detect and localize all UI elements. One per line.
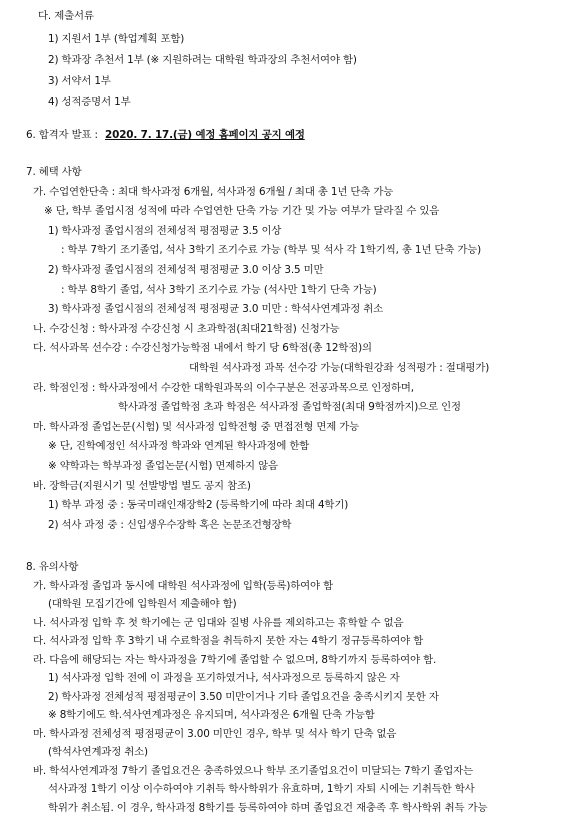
- benefit-scholarship: 바. 장학금(지원시기 및 선발방법 별도 공지 참조): [33, 479, 251, 492]
- note-seventh-cond-2: 2) 학사과정 전체성적 평점평균이 3.50 미만이거나 기타 졸업요건을 충족시키지 못한 자: [48, 690, 439, 703]
- announcement-date: 2020. 7. 17.(금) 예정 홈페이지 공지 예정: [105, 129, 305, 141]
- note-seventh-remark: ※ 8학기에도 학.석사연계과정은 유지되며, 석사과정은 6개월 단축 가능함: [48, 709, 375, 721]
- note-credit-completion: 다. 석사과정 입학 후 3학기 내 수료학점을 취득하지 못한 자는 4학기 정규등록하여야 함: [33, 635, 424, 647]
- note-gpa-under-30: 마. 학사과정 전체성적 평점평균이 3.00 미만인 경우, 학부 및 석사 학기 단축 없음: [33, 727, 397, 740]
- benefit-credit-recognition: 라. 학점인정 : 학사과정에서 수강한 대학원과목의 이수구분은 전공과목으로 인정하며,: [33, 381, 414, 394]
- benefit-exam-exemption: 마. 학사과정 졸업논문(시험) 및 석사과정 입학전형 중 면접전형 면제 가능: [33, 420, 360, 433]
- note-early-graduate-cont-2: 학위가 취소됨. 이 경우, 학사과정 8학기를 등록하여야 하며 졸업요건 재충족 후 학사학위 취득 가능: [48, 801, 488, 814]
- note-early-graduate-cont-1: 석사과정 1학기 이상 이수하여야 기취득 학사학위가 유효하며, 1학기 자퇴 시에는 기취득한 학사: [48, 783, 475, 795]
- benefit-term-reduction: 가. 수업연한단축 : 최대 학사과정 6개월, 석사과정 6개월 / 최대 총 1년 단축 가능: [33, 185, 394, 198]
- note-seventh-cond-1: 1) 석사과정 입학 전에 이 과정을 포기하였거나, 석사과정으로 등록하지 않은 자: [48, 672, 400, 684]
- doc-transcript: 4) 성적증명서 1부: [48, 96, 131, 108]
- benefit-exemption-note-2: ※ 약학과는 학부과정 졸업논문(시험) 면제하지 않음: [48, 460, 278, 472]
- note-enrollment-cont: (대학원 모집기간에 입학원서 제출해야 함): [48, 598, 237, 610]
- doc-recommendation: 2) 학과장 추천서 1부 (※ 지원하려는 대학원 학과장의 추천서여야 함): [48, 54, 357, 66]
- note-gpa-under-30-cont: (학석사연계과정 취소): [48, 746, 148, 758]
- benefit-exemption-note-1: ※ 단, 진학예정인 석사과정 학과와 연계된 학사과정에 한함: [48, 440, 310, 453]
- benefit-term-note: ※ 단, 학부 졸업시점 성적에 따라 수업연한 단축 가능 기간 및 가능 여부가 달라질 수 있음: [44, 205, 440, 218]
- notes-heading: 8. 유의사항: [26, 561, 79, 573]
- note-seventh-semester: 라. 다음에 해당되는 자는 학사과정을 7학기에 졸업할 수 없으며, 8학기까지 등록하여야 함.: [33, 653, 437, 666]
- benefit-credit-recognition-cont: 학사과정 졸업학점 초과 학점은 석사과정 졸업학점(최대 9학점까지)으로 인정: [118, 401, 461, 414]
- benefit-gpa-35: 1) 학사과정 졸업시점의 전체성적 평점평균 3.5 이상: [48, 224, 282, 237]
- submission-docs-item: 다. 제출서류: [38, 10, 94, 22]
- benefit-gpa-35-detail: : 학부 7학기 조기졸업, 석사 3학기 조기수료 가능 (학부 및 석사 각 1학기씩, 총 1년 단축 가능): [61, 244, 482, 257]
- announcement-line: [26, 128, 305, 142]
- announcement-heading: 6. 합격자 발표 :: [26, 129, 98, 141]
- benefit-gpa-under-30: 3) 학사과정 졸업시점의 전체성적 평점평균 3.0 미만 : 학석사연계과정 취소: [48, 303, 384, 316]
- scholarship-masters: 2) 석사 과정 중 : 신입생우수장학 혹은 논문조건형장학: [48, 518, 292, 531]
- scholarship-undergrad: 1) 학부 과정 중 : 동국미래인재장학2 (등록학기에 따라 최대 4학기): [48, 499, 349, 512]
- benefit-gpa-30-detail: : 학부 8학기 졸업, 석사 3학기 조기수료 가능 (석사만 1학기 단축 가능): [61, 283, 377, 296]
- benefit-gpa-30: 2) 학사과정 졸업시점의 전체성적 평점평균 3.0 이상 3.5 미만: [48, 264, 324, 276]
- benefit-advance-course-cont: 대학원 석사과정 과목 선수강 가능(대학원강좌 성적평가 : 절대평가): [189, 362, 490, 374]
- note-early-graduate: 바. 학석사연계과정 7학기 졸업요건은 충족하였으나 학부 조기졸업요건이 미달되는 7학기 졸업자는: [33, 764, 473, 777]
- note-enrollment: 가. 학사과정 졸업과 동시에 대학원 석사과정에 입학(등록)하여야 함: [33, 579, 333, 592]
- doc-application: 1) 지원서 1부 (학업계획 포함): [48, 33, 185, 45]
- note-leave-of-absence: 나. 석사과정 입학 후 첫 학기에는 군 입대와 질병 사유를 제외하고는 휴학할 수 없음: [33, 616, 404, 629]
- doc-pledge: 3) 서약서 1부: [48, 75, 111, 87]
- benefit-advance-course: 다. 석사과목 선수강 : 수강신청가능학점 내에서 학기 당 6학점(총 12학점)의: [33, 342, 372, 355]
- benefits-heading: 7. 혜택 사항: [26, 166, 82, 178]
- benefit-registration: 나. 수강신청 : 학사과정 수강신청 시 초과학점(최대21학점) 신청가능: [33, 322, 340, 335]
